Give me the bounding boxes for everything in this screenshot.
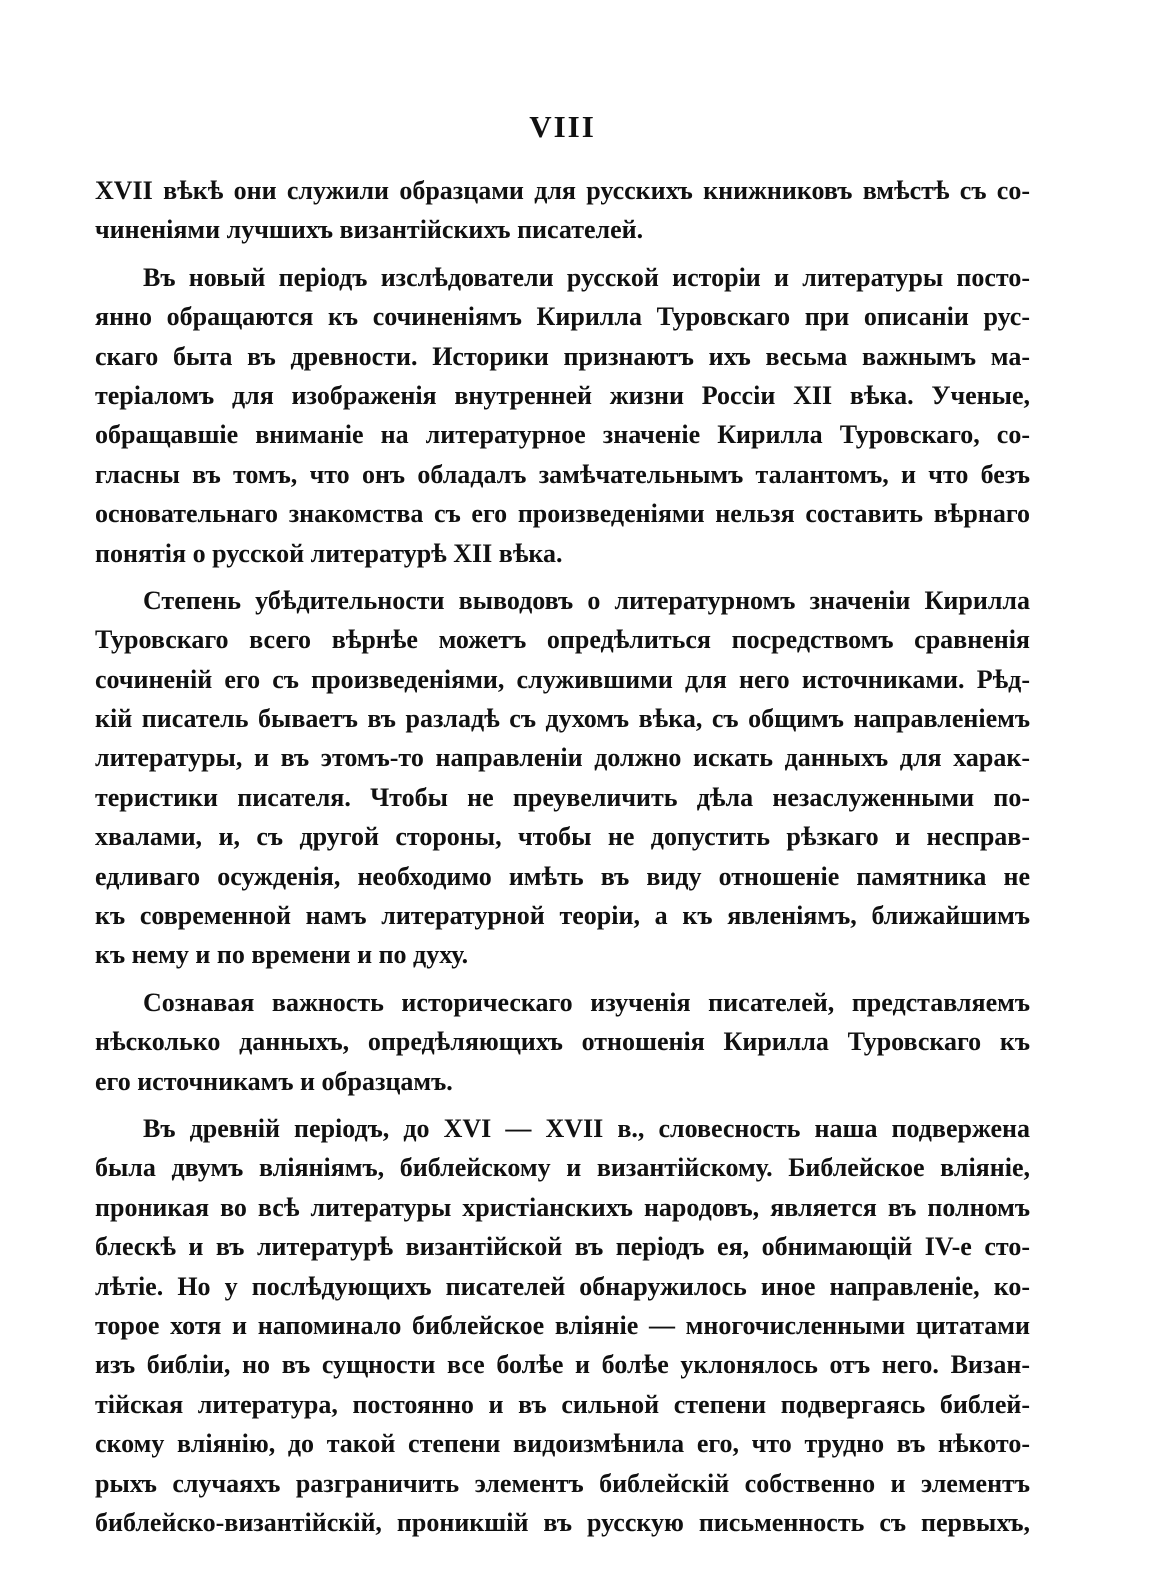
text-line: Туровскаго всего вѣрнѣе можетъ опредѣлиться посредствомъ сравненія [95, 625, 1030, 655]
text-line: нѣсколько данныхъ, опредѣляющихъ отношенія Кирилла Туровскаго къ [95, 1027, 1030, 1057]
text-line: Въ новый періодъ изслѣдователи русской исторіи и литературы посто- [143, 262, 1030, 292]
text-line: Сознавая важность историческаго изученія писателей, представляемъ [143, 987, 1030, 1017]
text-line: едливаго осужденія, необходимо имѣть въ виду отношеніе памятника не [95, 861, 1030, 891]
text-line: чиненіями лучшихъ византійскихъ писателей. [95, 215, 644, 245]
text-line: была двумъ вліяніямъ, библейскому и византійскому. Библейское вліяніе, [95, 1153, 1030, 1183]
text-line: теристики писателя. Чтобы не преувеличить дѣла незаслуженными по- [95, 782, 1030, 812]
text-line: торое хотя и напоминало библейское вліяніе — многочисленными цитатами [95, 1310, 1030, 1340]
paragraph-1 [95, 171, 1030, 250]
text-line: скаго быта въ древности. Историки признаютъ ихъ весьма важнымъ ма- [95, 341, 1030, 371]
text-line: проникая во всѣ литературы христіанскихъ народовъ, является въ полномъ [95, 1192, 1030, 1222]
paragraph-2 [95, 258, 1030, 573]
text-line: тійская литература, постоянно и въ сильной степени подвергаясь библей- [95, 1389, 1030, 1419]
text-line: его источникамъ и образцамъ. [95, 1066, 453, 1096]
text-line: блескѣ и въ литературѣ византійской въ періодъ ея, обнимающій IV-е сто- [95, 1232, 1030, 1262]
text-line: библейско-византійскій, проникшій въ русскую письменность съ первыхъ, [95, 1507, 1030, 1537]
book-page [95, 105, 1030, 1542]
text-line: къ нему и по времени и по духу. [95, 940, 469, 970]
text-line: къ современной намъ литературной теоріи, а къ явленіямъ, ближайшимъ [95, 901, 1030, 931]
text-line: понятія о русской литературѣ XII вѣка. [95, 538, 563, 568]
text-line: рыхъ случаяхъ разграничить элементъ библейскій собственно и элементъ [95, 1468, 1030, 1498]
text-line: обращавшіе вниманіе на литературное значеніе Кирилла Туровскаго, со- [95, 420, 1030, 450]
paragraph-3 [95, 581, 1030, 975]
text-line: хвалами, и, съ другой стороны, чтобы не допустить рѣзкаго и несправ- [95, 822, 1030, 852]
text-line: янно обращаются къ сочиненіямъ Кирилла Туровскаго при описаніи рус- [95, 302, 1030, 332]
text-line: сочиненій его съ произведеніями, служившими для него источниками. Рѣд- [95, 664, 1030, 694]
paragraph-5 [95, 1109, 1030, 1542]
text-line: литературы, и въ этомъ-то направленіи должно искать данныхъ для харак- [95, 743, 1030, 773]
text-line: теріаломъ для изображенія внутренней жизни Россіи XII вѣка. Ученые, [95, 380, 1030, 410]
text-line: скому вліянію, до такой степени видоизмѣнила его, что трудно въ нѣкото- [95, 1429, 1030, 1459]
paragraph-4 [95, 983, 1030, 1101]
text-line: Въ древній періодъ, до XVI — XVII в., словесность наша подвержена [143, 1113, 1030, 1143]
text-line: кій писатель бываетъ въ разладѣ съ духомъ вѣка, съ общимъ направленіемъ [95, 704, 1030, 734]
text-line: Степень убѣдительности выводовъ о литературномъ значеніи Кирилла [143, 585, 1030, 615]
text-line: гласны въ томъ, что онъ обладалъ замѣчательнымъ талантомъ, и что безъ [95, 459, 1030, 489]
text-line: изъ библіи, но въ сущности все болѣе и болѣе уклонялось отъ него. Визан- [95, 1350, 1030, 1380]
text-line: основательнаго знакомства съ его произведеніями нельзя составить вѣрнаго [95, 499, 1030, 529]
text-line: XVII вѣкѣ они служили образцами для русскихъ книжниковъ вмѣстѣ съ со- [95, 176, 1030, 205]
page-number: VIII [529, 109, 596, 144]
text-line: лѣтіе. Но у послѣдующихъ писателей обнаружилось иное направленіе, ко- [95, 1271, 1030, 1301]
